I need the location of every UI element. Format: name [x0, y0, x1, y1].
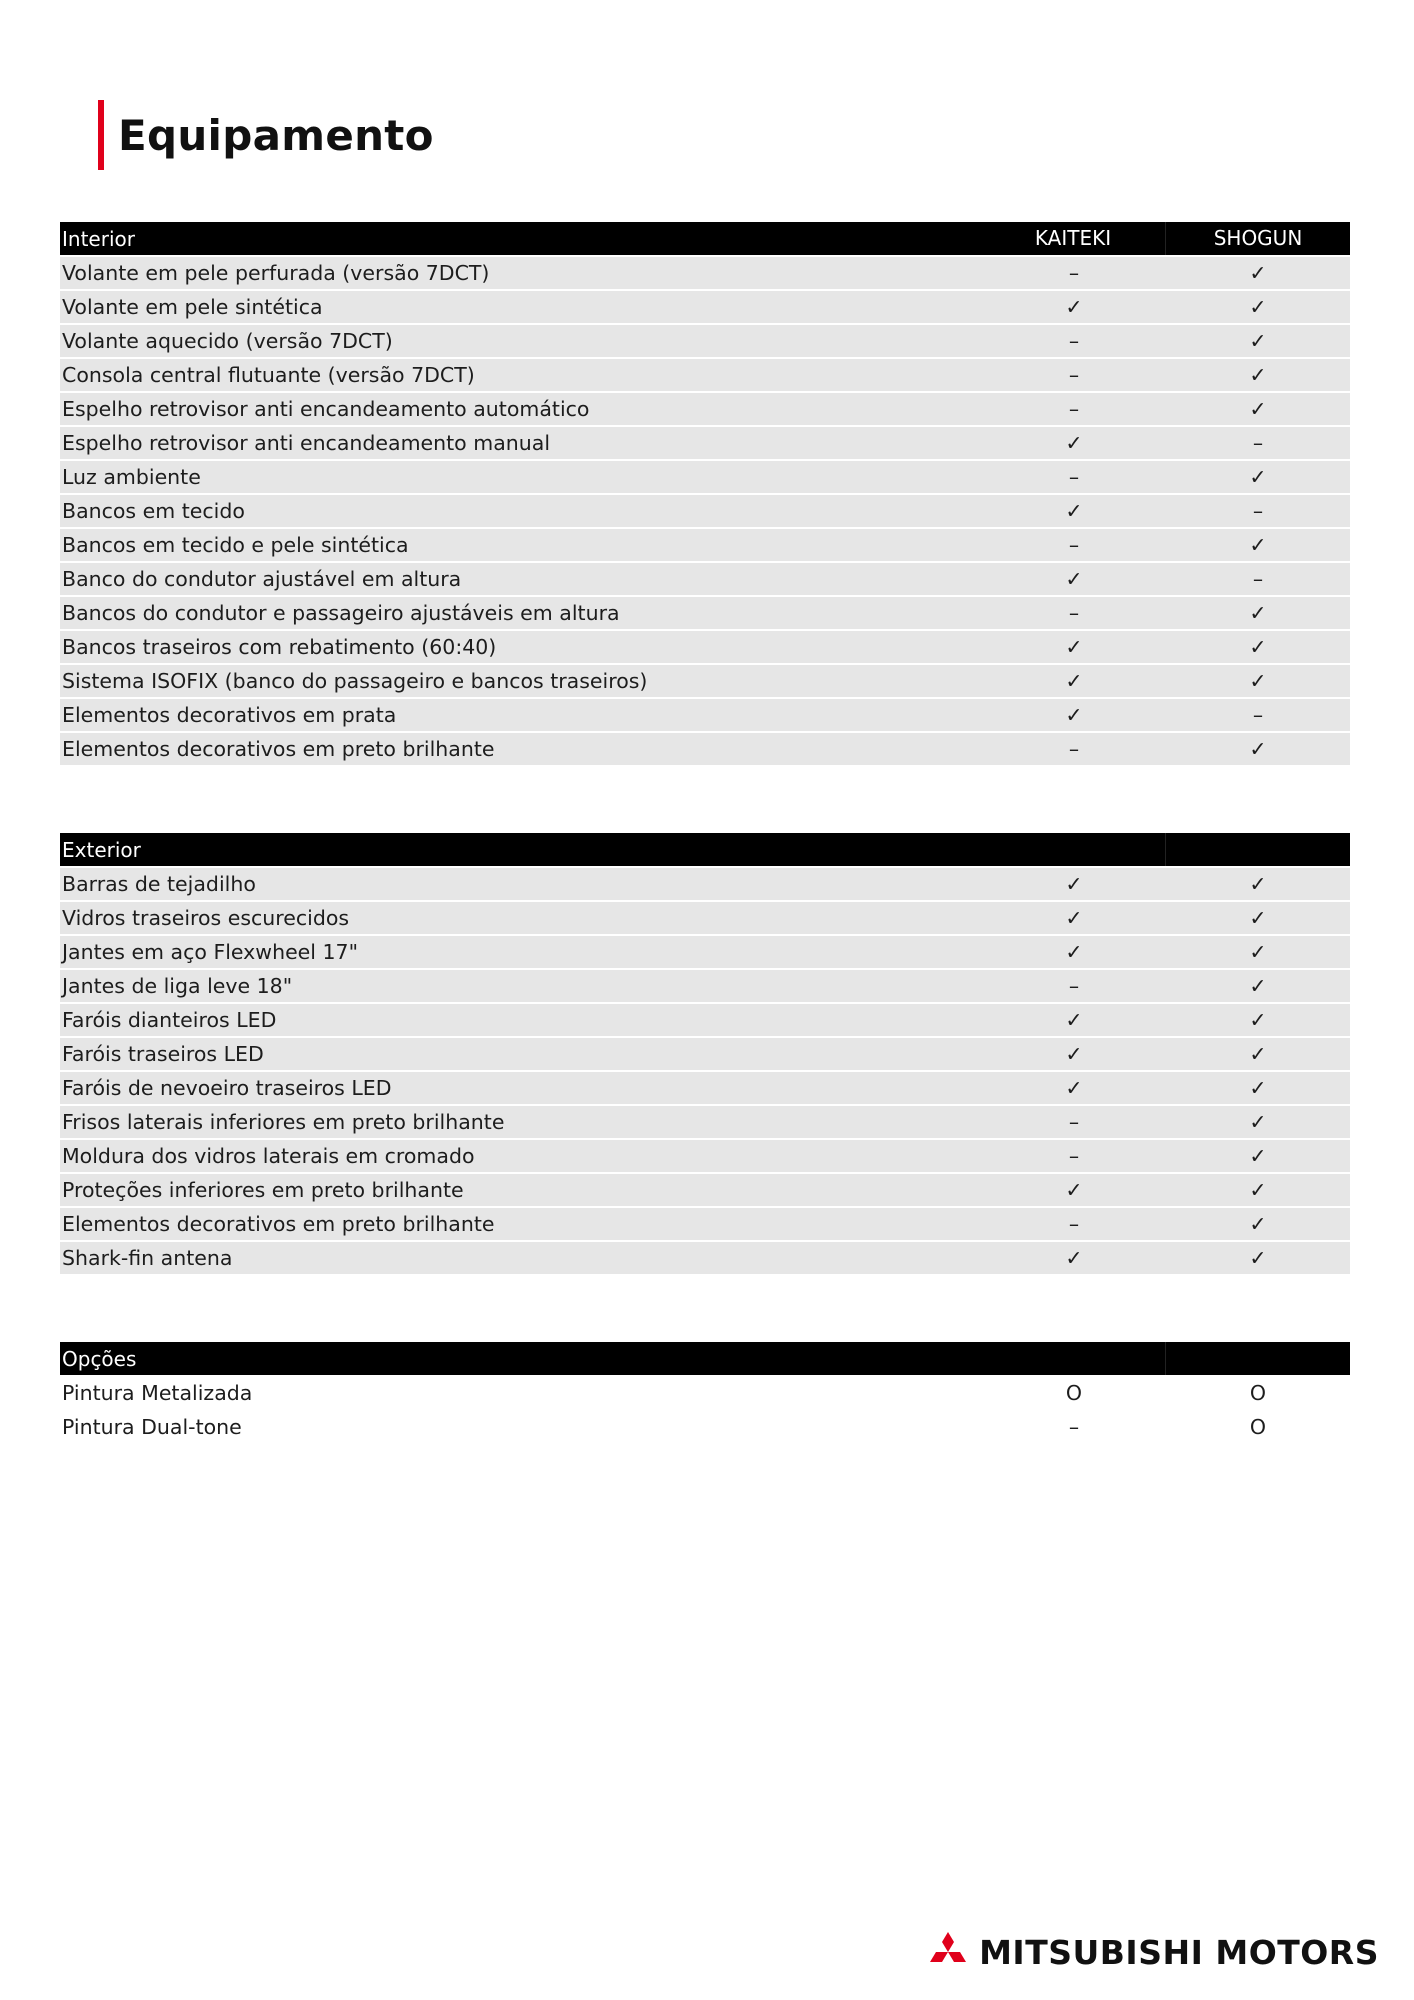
title-accent-bar: [98, 100, 104, 170]
shogun-column-header-empty: [1165, 1342, 1350, 1375]
table-row: [60, 1072, 1350, 1104]
shogun-value: ✓: [1249, 363, 1267, 387]
shogun-value: ✓: [1249, 329, 1267, 353]
kaiteki-value: –: [1068, 363, 1080, 387]
shogun-value: O: [1249, 1415, 1267, 1439]
table-row: [60, 1242, 1350, 1274]
kaiteki-value: ✓: [1065, 567, 1083, 591]
opcoes-table: [60, 1342, 1350, 1443]
shogun-value: –: [1252, 567, 1264, 591]
kaiteki-value: ✓: [1065, 703, 1083, 727]
table-row: [60, 427, 1350, 459]
feature-name: Pintura Dual-tone: [62, 1415, 242, 1439]
table-row: [60, 699, 1350, 731]
table-row: [60, 461, 1350, 493]
feature-name: Banco do condutor ajustável em altura: [62, 567, 462, 591]
exterior-header: [60, 833, 1350, 866]
shogun-value: ✓: [1249, 669, 1267, 693]
table-row: [60, 1377, 1350, 1409]
table-row: [60, 325, 1350, 357]
kaiteki-value: –: [1068, 1144, 1080, 1168]
kaiteki-value: –: [1068, 1415, 1080, 1439]
kaiteki-value: ✓: [1065, 1246, 1083, 1270]
table-row: [60, 1174, 1350, 1206]
table-row: [60, 1038, 1350, 1070]
shogun-value: ✓: [1249, 940, 1267, 964]
interior-table: [60, 222, 1350, 765]
shogun-value: ✓: [1249, 906, 1267, 930]
kaiteki-value: –: [1068, 397, 1080, 421]
feature-name: Shark-fin antena: [62, 1246, 233, 1270]
feature-name: Barras de tejadilho: [62, 872, 256, 896]
feature-name: Vidros traseiros escurecidos: [62, 906, 350, 930]
opcoes-header: [60, 1342, 1350, 1375]
shogun-value: ✓: [1249, 1212, 1267, 1236]
feature-name: Espelho retrovisor anti encandeamento automático: [62, 397, 590, 421]
kaiteki-value: ✓: [1065, 1042, 1083, 1066]
kaiteki-value: O: [1065, 1381, 1083, 1405]
shogun-value: ✓: [1249, 1144, 1267, 1168]
table-row: [60, 563, 1350, 595]
exterior-title: Exterior: [62, 837, 141, 862]
kaiteki-value: –: [1068, 261, 1080, 285]
shogun-value: ✓: [1249, 533, 1267, 557]
table-row: [60, 1208, 1350, 1240]
kaiteki-value: –: [1068, 1212, 1080, 1236]
shogun-value: ✓: [1249, 1110, 1267, 1134]
kaiteki-column-header-empty: [981, 833, 1165, 866]
shogun-value: ✓: [1249, 465, 1267, 489]
feature-name: Consola central flutuante (versão 7DCT): [62, 363, 475, 387]
shogun-value: ✓: [1249, 1246, 1267, 1270]
kaiteki-value: ✓: [1065, 431, 1083, 455]
feature-name: Proteções inferiores em preto brilhante: [62, 1178, 464, 1202]
shogun-value: ✓: [1249, 295, 1267, 319]
kaiteki-column-header-empty: [981, 1342, 1165, 1375]
kaiteki-value: ✓: [1065, 635, 1083, 659]
table-row: [60, 631, 1350, 663]
interior-title: Interior: [62, 226, 135, 251]
kaiteki-value: –: [1068, 465, 1080, 489]
shogun-value: –: [1252, 431, 1264, 455]
feature-name: Elementos decorativos em preto brilhante: [62, 737, 495, 761]
table-row: [60, 970, 1350, 1002]
exterior-table: [60, 833, 1350, 1274]
table-row: [60, 257, 1350, 289]
shogun-value: ✓: [1249, 1042, 1267, 1066]
shogun-column-header: SHOGUN: [1165, 222, 1350, 255]
shogun-value: ✓: [1249, 872, 1267, 896]
feature-name: Pintura Metalizada: [62, 1381, 253, 1405]
feature-name: Moldura dos vidros laterais em cromado: [62, 1144, 475, 1168]
kaiteki-value: –: [1068, 737, 1080, 761]
shogun-value: ✓: [1249, 397, 1267, 421]
table-row: [60, 291, 1350, 323]
table-row: [60, 1411, 1350, 1443]
brand-name: MITSUBISHI MOTORS: [979, 1932, 1379, 1972]
feature-name: Faróis dianteiros LED: [62, 1008, 277, 1032]
three-diamonds-icon: [927, 1932, 969, 1972]
interior-header: [60, 222, 1350, 255]
table-row: [60, 733, 1350, 765]
kaiteki-value: ✓: [1065, 1008, 1083, 1032]
feature-name: Bancos traseiros com rebatimento (60:40): [62, 635, 497, 659]
page-heading: [98, 100, 434, 170]
shogun-value: ✓: [1249, 601, 1267, 625]
table-row: [60, 1004, 1350, 1036]
table-row: [60, 597, 1350, 629]
table-row: [60, 936, 1350, 968]
feature-name: Volante em pele sintética: [62, 295, 323, 319]
kaiteki-value: ✓: [1065, 1076, 1083, 1100]
kaiteki-value: ✓: [1065, 872, 1083, 896]
table-row: [60, 529, 1350, 561]
opcoes-title: Opções: [62, 1346, 137, 1371]
feature-name: Faróis de nevoeiro traseiros LED: [62, 1076, 392, 1100]
kaiteki-value: –: [1068, 601, 1080, 625]
kaiteki-value: ✓: [1065, 295, 1083, 319]
shogun-value: ✓: [1249, 1076, 1267, 1100]
kaiteki-value: ✓: [1065, 940, 1083, 964]
feature-name: Elementos decorativos em preto brilhante: [62, 1212, 495, 1236]
feature-name: Jantes de liga leve 18": [62, 974, 293, 998]
table-row: [60, 665, 1350, 697]
kaiteki-value: ✓: [1065, 669, 1083, 693]
kaiteki-value: –: [1068, 329, 1080, 353]
feature-name: Frisos laterais inferiores em preto brilhante: [62, 1110, 505, 1134]
shogun-value: ✓: [1249, 1008, 1267, 1032]
kaiteki-column-header: KAITEKI: [1034, 226, 1112, 250]
feature-name: Faróis traseiros LED: [62, 1042, 264, 1066]
shogun-value: O: [1249, 1381, 1267, 1405]
table-row: [60, 495, 1350, 527]
feature-name: Sistema ISOFIX (banco do passageiro e bancos traseiros): [62, 669, 648, 693]
shogun-column-header-empty: [1165, 833, 1350, 866]
shogun-value: –: [1252, 499, 1264, 523]
table-row: [60, 1106, 1350, 1138]
kaiteki-value: ✓: [1065, 499, 1083, 523]
feature-name: Volante em pele perfurada (versão 7DCT): [62, 261, 490, 285]
shogun-value: ✓: [1249, 737, 1267, 761]
feature-name: Luz ambiente: [62, 465, 201, 489]
table-row: [60, 393, 1350, 425]
kaiteki-value: –: [1068, 974, 1080, 998]
feature-name: Volante aquecido (versão 7DCT): [62, 329, 393, 353]
feature-name: Jantes em aço Flexwheel 17": [62, 940, 359, 964]
kaiteki-value: –: [1068, 1110, 1080, 1134]
feature-name: Elementos decorativos em prata: [62, 703, 397, 727]
shogun-value: ✓: [1249, 261, 1267, 285]
mitsubishi-logo: [927, 1932, 1379, 1972]
table-row: [60, 359, 1350, 391]
table-row: [60, 868, 1350, 900]
table-row: [60, 902, 1350, 934]
kaiteki-value: ✓: [1065, 906, 1083, 930]
feature-name: Espelho retrovisor anti encandeamento manual: [62, 431, 551, 455]
feature-name: Bancos em tecido e pele sintética: [62, 533, 409, 557]
table-row: [60, 1140, 1350, 1172]
kaiteki-value: –: [1068, 533, 1080, 557]
shogun-value: ✓: [1249, 635, 1267, 659]
feature-name: Bancos em tecido: [62, 499, 245, 523]
shogun-value: ✓: [1249, 974, 1267, 998]
page-title: Equipamento: [118, 110, 434, 160]
shogun-value: –: [1252, 703, 1264, 727]
kaiteki-value: ✓: [1065, 1178, 1083, 1202]
shogun-value: ✓: [1249, 1178, 1267, 1202]
feature-name: Bancos do condutor e passageiro ajustáveis em altura: [62, 601, 620, 625]
